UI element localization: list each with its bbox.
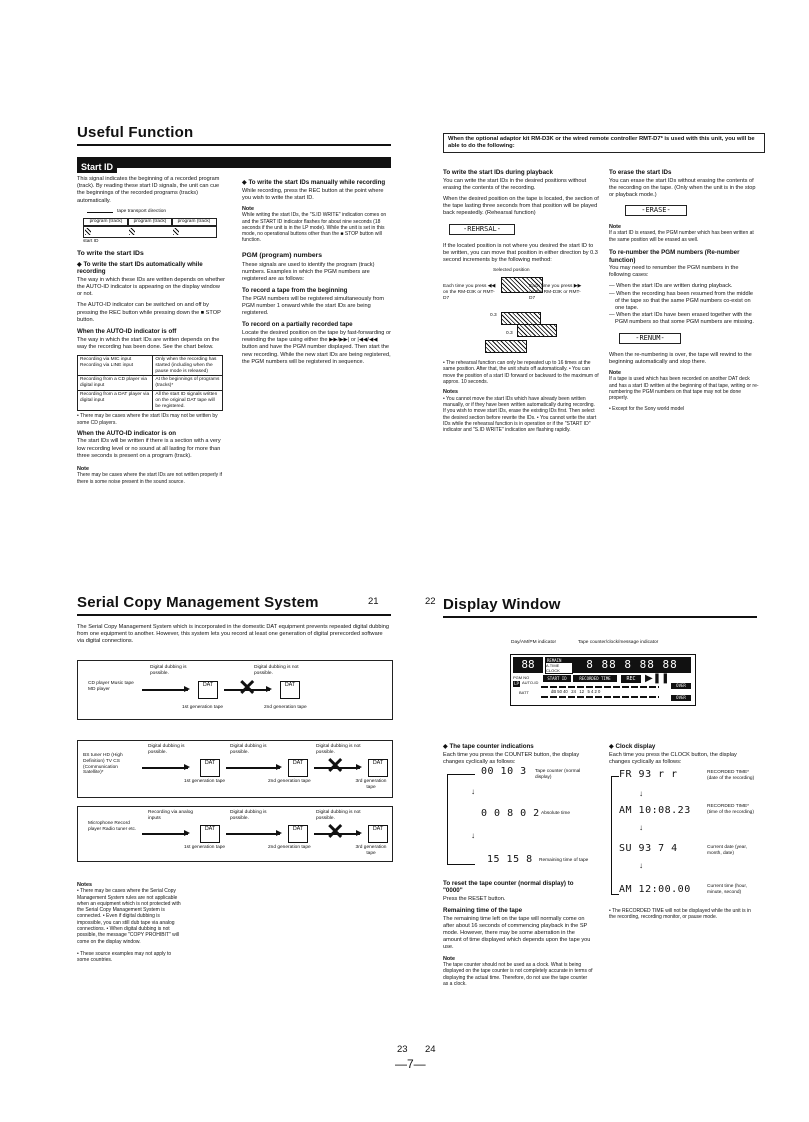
renumber-text: You may need to renumber the PGM numbers in the following cases: bbox=[609, 265, 739, 279]
erase-note-heading: Note bbox=[609, 224, 621, 231]
play-pause-icon: ▶❚❚ bbox=[645, 673, 670, 684]
bottom-note-heading: Note bbox=[77, 466, 89, 473]
write-playback-text: You can write the start IDs in the desired positions without erasing the contents of the recording. bbox=[443, 177, 587, 191]
lcd-erase: -ERASE- bbox=[625, 205, 687, 216]
dat-tape-7: DAT bbox=[288, 825, 308, 843]
panel-tag-remain: REMAIN bbox=[546, 658, 572, 663]
scms-notes-heading: Notes bbox=[77, 882, 92, 888]
cycle-line bbox=[447, 774, 448, 864]
panel-tag-over-l: OVER bbox=[671, 683, 691, 689]
label-tape-counter: Tape counter/clock/message indicator bbox=[578, 640, 659, 645]
panel-tag-startid: START ID bbox=[543, 675, 571, 682]
panel-digits-left: 88 bbox=[513, 657, 543, 673]
erase-note bbox=[609, 224, 759, 243]
auto-off-text: The way in which the start IDs are written depends on the way the recording has been done. See the chart below. bbox=[77, 336, 220, 350]
start-id-bar-label: Start ID bbox=[77, 162, 117, 173]
dat-tape-8: DAT bbox=[368, 825, 388, 843]
box1-gen1: 1st generation tape bbox=[182, 705, 224, 710]
manual-note-heading: Note bbox=[242, 205, 254, 212]
display-col1 bbox=[443, 740, 593, 987]
panel-tag-clock: CLOCK bbox=[546, 668, 560, 673]
recording-table bbox=[77, 355, 223, 411]
clock-value-rec-time: AM 10:08.23 bbox=[619, 804, 691, 816]
scms-title: Serial Copy Management System bbox=[77, 594, 319, 611]
left-press-label: Each time you press ◀◀ on the RM-D3K or RMT-D7 bbox=[443, 284, 496, 301]
bottom-note bbox=[77, 466, 225, 485]
clock-note: • The RECORDED TIME will not be displayed while the unit is in the recording, recording monitor, or pause mode. bbox=[609, 907, 751, 921]
adaptor-box: When the optional adaptor kit RM-D3K or the wired remote controller RMT-D7* is used with this unit, you will be able to do the following: bbox=[443, 133, 765, 153]
meter-scale: dB 50 40 24 12 5 4 2 0 bbox=[551, 689, 601, 694]
manual-note-text: While writing the start IDs, the "S.ID WRITE" indication comes on and the START ID indicator flashes for about nine seconds (18 seconds if the unit is in the LP mode). While the unit is set in this mode, no operational buttons other than the ■ STOP button will function. bbox=[242, 212, 387, 244]
panel-tag-over-r: OVER bbox=[671, 695, 691, 701]
display-col2 bbox=[609, 740, 759, 925]
h-tape-counter: ◆ The tape counter indications bbox=[443, 743, 534, 750]
dat-tape-4: DAT bbox=[288, 759, 308, 777]
down-arrow-icon: ↓ bbox=[471, 786, 475, 796]
panel-tag-atime: A.TIME bbox=[546, 663, 560, 668]
lcd-rehearsal: -REHRSAL- bbox=[449, 224, 515, 235]
blocked-x-icon: ✕ bbox=[326, 819, 345, 844]
panel-tag-rec: REC bbox=[621, 675, 641, 683]
remaining-text: The remaining time left on the tape will normally come on after about 16 seconds of commencing playback in the SP mode. However, there may be some aberration in the amount of time displayed which depends upon the tape you use. bbox=[443, 915, 591, 951]
box3-gen1: 1st generation tape bbox=[184, 845, 226, 850]
counter-note bbox=[443, 956, 593, 987]
box1-dub-not: Digital dubbing is not possible. bbox=[254, 665, 299, 676]
clock-label-cur-time: Current time (hour, minute, second) bbox=[707, 883, 747, 895]
blocked-x-icon: ✕ bbox=[238, 675, 257, 700]
h-clock-display: ◆ Clock display bbox=[609, 743, 656, 750]
table-cell: Recording via MIC input Recording via LINE input bbox=[78, 355, 153, 375]
down-arrow-icon: ↓ bbox=[639, 860, 643, 870]
scms-notes-text: • There may be cases where the Serial Copy Management System rules are not applicable when an equipment which is not protected with the Serial Copy Management System is connected. • Even if digital dubbing is impossible, you can still dub tape via analog connections. • When digital dubbing is not possible, the message "COPY PROHIBIT" will come on the display window. bbox=[77, 888, 181, 945]
erase-text: You can erase the start IDs without erasing the contents of the recording on the tape. (Only when the unit is in the stop or playback mode.) bbox=[609, 177, 756, 198]
record-begin-text: The PGM numbers will be registered simultaneously from PGM number 1 onward while the start IDs are being registered. bbox=[242, 295, 385, 317]
scms-box-2 bbox=[77, 740, 393, 798]
start-id-label: start ID bbox=[83, 238, 99, 244]
arrow-7 bbox=[226, 833, 280, 835]
clock-label-rec-time: RECORDED TIME* (time of the recording) bbox=[707, 803, 754, 815]
start-id-bar bbox=[77, 157, 391, 172]
title-rule bbox=[77, 144, 391, 146]
h-record-begin: To record a tape from the beginning bbox=[242, 287, 348, 295]
cycle-top bbox=[447, 774, 475, 775]
write-playback-text-2: When the desired position on the tape is located, the section of the tape lasting three seconds from that position will be played back repeatedly. (Rehearsal function) bbox=[443, 195, 599, 217]
clock-value-cur-date: SU 93 7 4 bbox=[619, 842, 678, 854]
arrow-3 bbox=[142, 767, 188, 769]
box2-gen1: 1st generation tape bbox=[184, 779, 226, 784]
clock-label-cur-date: Current date (year, month, date) bbox=[707, 844, 747, 856]
clock-cycle bbox=[609, 770, 759, 902]
table-cell: At the beginnings of programs (tracks)* bbox=[153, 376, 223, 391]
list-item: — When the start IDs are written during playback. bbox=[609, 283, 733, 290]
renumber-note-text: If a tape is used which has been recorded on another DAT deck and has a start ID written at the beginning of that tape, writing or re-numbering the PGM numbers on that tape may not be done properly. bbox=[609, 376, 759, 402]
blocked-x-icon: ✕ bbox=[326, 753, 345, 778]
page-number-22: 22 bbox=[425, 596, 436, 607]
right-press-label: Each time you press ▶▶ on the RM-D3K or RMT-D7 bbox=[529, 284, 582, 301]
manual-text: While recording, press the REC button at the point where you wish to write the start ID. bbox=[242, 187, 384, 201]
panel-tag-autoid: AUTO-ID bbox=[522, 680, 539, 685]
track-diagram bbox=[77, 209, 225, 247]
panel-tag-pgmno: PGM NO bbox=[513, 675, 530, 680]
level-meter-r bbox=[541, 696, 659, 698]
counter-label-remaining: Remaining time of tape bbox=[539, 857, 589, 863]
h-write-playback: To write the start IDs during playback bbox=[443, 169, 553, 176]
footer-page: —7— bbox=[395, 1057, 426, 1071]
selected-position-label: Selected position bbox=[493, 268, 530, 274]
except-note: • Except for the Sony world model bbox=[609, 405, 685, 412]
tape-counter-text: Each time you press the COUNTER button, the display changes cyclically as follows: bbox=[443, 751, 580, 765]
down-arrow-icon: ↓ bbox=[639, 788, 643, 798]
h-write-auto: ◆ To write the start IDs automatically while recording bbox=[77, 260, 203, 276]
h-pgm: PGM (program) numbers bbox=[242, 251, 323, 259]
renumber-after: When the re-numbering is over, the tape will rewind to the beginning automatically and stop there. bbox=[609, 351, 752, 365]
manual-note bbox=[242, 206, 392, 244]
dat-tape-5: DAT bbox=[368, 759, 388, 777]
box2-gen2: 2nd generation tape bbox=[268, 779, 311, 784]
dat-tape-2: DAT bbox=[280, 681, 300, 699]
label-day-am-pm: Day/AM/PM indicator bbox=[511, 640, 557, 645]
box2-dub-possible-1: Digital dubbing is possible. bbox=[148, 744, 185, 755]
adjust-text: If the located position is not where you desired the start ID to be written, you can move that position in either direction by 0.3 second increments by the following method: bbox=[443, 242, 598, 263]
auto-text-1: The way in which these IDs are written depends on whether the AUTO-ID indicator is appearing on the display window or not. bbox=[77, 276, 226, 298]
box3-gen3: 3rd generation tape bbox=[355, 845, 387, 856]
box3-dub-not: Digital dubbing is not possible. bbox=[316, 810, 361, 821]
cycle-bottom bbox=[447, 864, 475, 865]
tape-strip bbox=[83, 226, 217, 238]
scms-box-3 bbox=[77, 806, 393, 862]
useful-function-title: Useful Function bbox=[77, 124, 194, 141]
table-row bbox=[78, 390, 223, 410]
counter-note-heading: Note bbox=[443, 955, 455, 962]
scms-note-2: • These source examples may not apply to some countries. bbox=[77, 950, 172, 964]
useful-col2 bbox=[242, 176, 392, 370]
counter-label-absolute: Absolute time bbox=[541, 810, 571, 816]
program-label-1: program (track) bbox=[83, 218, 129, 226]
clock-label-rec-date: RECORDED TIME* (date of the recording) bbox=[707, 769, 755, 781]
counter-cycle bbox=[443, 765, 593, 874]
id-mark-2 bbox=[129, 228, 135, 235]
box1-dub-possible: Digital dubbing is possible. bbox=[150, 665, 187, 676]
cycle-top bbox=[611, 776, 619, 777]
rm-notes-text: • You cannot move the start IDs which have already been written manually, or if they have been written automatically during recording. If you wish to move start IDs, erase the existing IDs first. Then select the desired section before rewrite the IDs. • You cannot write the start IDs while the rehearsal function is in operation or if the "START ID" indicator and "S.ID WRITE" indication are flashing rapidly. bbox=[443, 395, 597, 434]
id-mark-1 bbox=[85, 228, 91, 235]
program-label-3: program (track) bbox=[171, 218, 217, 226]
level-meter-l bbox=[541, 686, 659, 688]
scms-rule bbox=[77, 614, 391, 616]
display-window-title: Display Window bbox=[443, 596, 561, 613]
h-auto-off: When the AUTO-ID indicator is off bbox=[77, 328, 177, 336]
dat-tape-3: DAT bbox=[200, 759, 220, 777]
scms-notes bbox=[77, 882, 181, 964]
step-label-bottom: 0.3 bbox=[506, 331, 513, 337]
renumber-note-heading: Note bbox=[609, 370, 621, 377]
box2-source: BS tuner HD (High Definition) TV CS (Communication Satellite)* bbox=[83, 753, 123, 776]
counter-value-absolute: 0 0 8 0 2 bbox=[481, 807, 540, 819]
table-cell: Only when the recording has started (including when the pause mode is released) bbox=[153, 355, 223, 375]
arrow-4 bbox=[226, 767, 280, 769]
h-auto-on: When the AUTO-ID indicator is on bbox=[77, 429, 176, 437]
arrow-6 bbox=[142, 833, 188, 835]
rm-col1 bbox=[443, 166, 599, 433]
box2-dub-not: Digital dubbing is not possible. bbox=[316, 744, 361, 755]
cycle-bottom bbox=[611, 894, 619, 895]
clock-text: Each time you press the CLOCK button, the display changes cyclically as follows: bbox=[609, 751, 737, 765]
erase-note-text: If a start ID is erased, the PGM number which has been written at the same position will be erased as well. bbox=[609, 230, 754, 243]
step-label-top: 0.3 bbox=[490, 313, 497, 319]
renumber-note bbox=[609, 370, 759, 401]
position-diagram bbox=[443, 268, 599, 360]
down-arrow-icon: ↓ bbox=[639, 822, 643, 832]
counter-value-normal: 00 10 3 bbox=[481, 765, 527, 777]
h-reset-counter: To reset the tape counter (normal display) to "0000" bbox=[443, 879, 574, 895]
rehearsal-bullets: • The rehearsal function can only be repeated up to 16 times at the same position. After that, the unit shuts off automatically. • You can move the position of a start ID forward or backward to the maximum of approx. 10 seconds. bbox=[443, 360, 599, 386]
h-record-partial: To record on a partially recorded tape bbox=[242, 321, 353, 329]
box2-dub-possible-2: Digital dubbing is possible. bbox=[230, 744, 267, 755]
panel-tag-batt: BATT bbox=[519, 690, 529, 695]
counter-label-normal: Tape counter (normal display) bbox=[535, 768, 581, 780]
renumber-list bbox=[609, 283, 759, 326]
down-arrow-icon: ↓ bbox=[471, 830, 475, 840]
page-number-23: 23 bbox=[397, 1044, 408, 1055]
h-erase: To erase the start IDs bbox=[609, 169, 672, 176]
box1-source: CD player Music tape MD player bbox=[88, 681, 134, 692]
h-remaining-time: Remaining time of the tape bbox=[443, 907, 523, 915]
counter-note-text: The tape counter should not be used as a clock. What is being displayed on the tape counter is not completely accurate in terms of displaying the actual time. Therefore, do not use the tape counter as a clock. bbox=[443, 961, 593, 987]
position-block-right bbox=[517, 324, 557, 337]
box3-gen2: 2nd generation tape bbox=[268, 845, 311, 850]
lcd-renumber: -RENUM- bbox=[619, 333, 681, 344]
table-row bbox=[78, 376, 223, 391]
dat-tape-6: DAT bbox=[200, 825, 220, 843]
rm-notes bbox=[443, 389, 599, 433]
table-cell: All the start ID signals written on the original DAT tape will be registered. bbox=[153, 390, 223, 410]
panel-tag-recorded: RECORDED TIME bbox=[573, 675, 617, 682]
bottom-note-text: There may be cases where the start IDs are not written properly if there is some noise present in the sound source. bbox=[77, 472, 223, 485]
box3-source: Microphone Record player Radio tuner etc. bbox=[88, 821, 137, 832]
box2-gen3: 3rd generation tape bbox=[355, 779, 387, 790]
pgm-text: These signals are used to identify the program (track) numbers. Examples in which the PGM numbers are registered are as follows: bbox=[242, 261, 375, 283]
box3-dub-possible: Digital dubbing is possible. bbox=[230, 810, 267, 821]
panel-digits-main: 8 88 8 88 88 bbox=[573, 657, 691, 673]
rm-col2 bbox=[609, 166, 759, 416]
auto-on-text: The start IDs will be written if there is a section with a very low recording level or no sound at all lasting for more than three seconds is present on a program (track). bbox=[77, 438, 221, 459]
list-item: — When the recording has been resumed from the middle of the tape so that the same PGM numbers co-exist on one tape. bbox=[609, 290, 753, 312]
clock-value-rec-date: FR 93 r r bbox=[619, 768, 678, 780]
program-label-2: program (track) bbox=[127, 218, 173, 226]
position-block-left bbox=[485, 340, 527, 353]
display-rule bbox=[443, 616, 757, 618]
arrow-1 bbox=[142, 689, 188, 691]
tape-direction-label: tape transport direction bbox=[117, 208, 167, 214]
direction-arrow bbox=[87, 212, 113, 213]
start-id-intro: This signal indicates the beginning of a recorded program (track). By reading these start ID signals, the unit can cue the beginnings of the recorded programs (tracks) automatically. bbox=[77, 176, 220, 204]
h-renumber: To re-number the PGM numbers (Re-number function) bbox=[609, 249, 740, 264]
box1-gen2: 2nd generation tape bbox=[264, 705, 307, 710]
display-panel bbox=[510, 654, 696, 706]
record-partial-text: Locate the desired position on the tape by fast-forwarding or rewinding the tape using either the ▶▶/▶▶| or |◀◀/◀◀ button and have the PGM number displayed. Then start the new recording. While the new start IDs are being registered, the PGM numbers will be registered in sequence. bbox=[242, 329, 391, 365]
list-item: — When the start IDs have been erased together with the PGM numbers so that some PGM numbers are missing. bbox=[609, 312, 754, 326]
panel-mode-tags bbox=[545, 657, 573, 674]
scms-intro: The Serial Copy Management System which is incorporated in the domestic DAT equipment prevents repeated digital dubbing from one equipment to another. However, this system lets you record at least one generation of digital prerecorded software via digital connections. bbox=[77, 624, 389, 645]
rm-notes-heading: Notes bbox=[443, 389, 458, 396]
useful-col1 bbox=[77, 176, 225, 485]
table-note: • There may be cases where the start IDs may not be written by some CD players. bbox=[77, 413, 218, 426]
page-number-24: 24 bbox=[425, 1044, 436, 1055]
box3-rec-analog: Recording via analog inputs bbox=[148, 810, 194, 821]
page-number-21: 21 bbox=[368, 596, 379, 607]
cycle-line bbox=[611, 776, 612, 894]
counter-value-remaining: 15 15 8 bbox=[487, 853, 533, 865]
panel-tag-lp: LP bbox=[514, 681, 519, 686]
table-cell: Recording from a DAT player via digital input bbox=[78, 390, 153, 410]
table-cell: Recording from a CD player via digital input bbox=[78, 376, 153, 391]
h-write-manual: ◆ To write the start IDs manually while recording bbox=[242, 179, 386, 186]
reset-text: Press the RESET button. bbox=[443, 895, 506, 902]
clock-value-cur-time: AM 12:00.00 bbox=[619, 883, 691, 895]
id-mark-3 bbox=[173, 228, 179, 235]
table-row bbox=[78, 355, 223, 375]
h-write-ids: To write the start IDs bbox=[77, 249, 144, 257]
auto-text-2: The AUTO-ID indicator can be switched on and off by pressing the REC button while pressing down the ■ STOP button. bbox=[77, 302, 221, 323]
scms-box-1 bbox=[77, 660, 393, 720]
dat-tape-1: DAT bbox=[198, 681, 218, 699]
